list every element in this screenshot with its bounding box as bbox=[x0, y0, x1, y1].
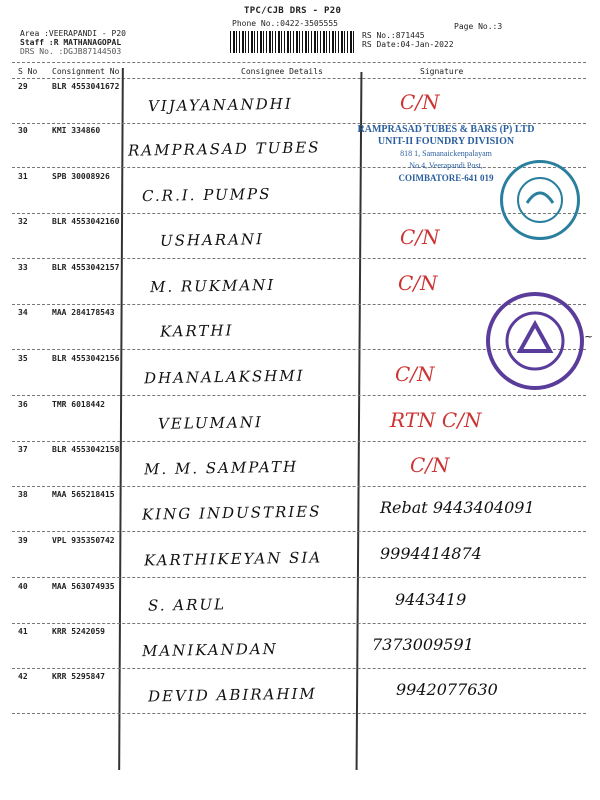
col-sno: S No bbox=[18, 67, 38, 76]
cri-seal-icon bbox=[503, 163, 577, 237]
row-divider bbox=[12, 623, 586, 624]
row-consignment: MAA 284178543 bbox=[52, 308, 115, 317]
row-signature: Rebat 9443404091 bbox=[380, 498, 535, 517]
row-sno: 38 bbox=[18, 490, 28, 499]
drs-number: DRS No. :DGJB87144503 bbox=[20, 47, 122, 56]
row-signature: C/N bbox=[400, 90, 440, 114]
row-signature: RTN C/N bbox=[390, 408, 482, 432]
stamp-line: UNIT-II FOUNDRY DIVISION bbox=[377, 136, 515, 147]
stamp-line: No.4, Veerapandi Post, bbox=[409, 161, 483, 170]
header-rule-bottom bbox=[12, 78, 586, 79]
row-consignment: KRR 5295847 bbox=[52, 672, 105, 681]
castings-seal-icon bbox=[490, 296, 580, 386]
row-sno: 40 bbox=[18, 582, 28, 591]
row-sno: 31 bbox=[18, 172, 28, 181]
row-divider bbox=[12, 441, 586, 442]
row-consignee-name: DHANALAKSHMI bbox=[143, 366, 305, 388]
row-divider bbox=[12, 577, 586, 578]
row-consignment: BLR 4553042156 bbox=[52, 354, 120, 363]
stamp-line: COIMBATORE-641 019 bbox=[398, 173, 494, 183]
row-consignee-name: VELUMANI bbox=[157, 413, 263, 433]
row-signature: 9443419 bbox=[395, 590, 467, 609]
cri-pumps-seal bbox=[500, 160, 580, 240]
row-signature: C/N bbox=[395, 362, 435, 386]
rs-number: RS No.:871445 bbox=[362, 31, 425, 40]
row-sno: 34 bbox=[18, 308, 28, 317]
row-signature: C/N bbox=[410, 453, 450, 477]
row-consignment: VPL 935350742 bbox=[52, 536, 115, 545]
header-rule-top bbox=[12, 62, 586, 63]
row-consignee-name: MANIKANDAN bbox=[141, 639, 278, 661]
row-signature: 9994414874 bbox=[380, 544, 482, 563]
page-number: Page No.:3 bbox=[454, 22, 503, 31]
castings-signature: ~ bbox=[584, 330, 594, 343]
row-consignee-name: KARTHIKEYAN SIA bbox=[143, 548, 323, 570]
row-consignment: BLR 4553042157 bbox=[52, 263, 120, 272]
row-sno: 33 bbox=[18, 263, 28, 272]
row-consignment: MAA 565218415 bbox=[52, 490, 115, 499]
rs-date: RS Date:04-Jan-2022 bbox=[362, 40, 454, 49]
row-consignee-name: DEVID ABIRAHIM bbox=[147, 684, 317, 706]
anugraha-castings-seal bbox=[486, 292, 584, 390]
row-divider bbox=[12, 213, 586, 214]
row-consignee-name: M. RUKMANI bbox=[149, 275, 276, 297]
col-consignee: Consignee Details bbox=[241, 67, 323, 76]
phone-number: Phone No.:0422-3505555 bbox=[232, 19, 338, 28]
row-sno: 29 bbox=[18, 82, 28, 91]
row-consignee-name: KARTHI bbox=[159, 321, 234, 341]
row-consignee-name: S. ARUL bbox=[147, 595, 227, 615]
row-divider bbox=[12, 713, 586, 714]
col-consignment: Consignment No bbox=[52, 67, 120, 76]
row-sno: 39 bbox=[18, 536, 28, 545]
row-divider bbox=[12, 531, 586, 532]
row-divider bbox=[12, 486, 586, 487]
row-consignment: BLR 4553042158 bbox=[52, 445, 120, 454]
row-signature: C/N bbox=[398, 271, 438, 295]
row-sno: 37 bbox=[18, 445, 28, 454]
row-consignment: TMR 6018442 bbox=[52, 400, 105, 409]
barcode bbox=[230, 31, 356, 53]
row-consignment: BLR 4553042160 bbox=[52, 217, 120, 226]
row-consignee-name: KING INDUSTRIES bbox=[141, 502, 322, 524]
staff-label: Staff :R MATHANAGOPAL bbox=[20, 38, 122, 47]
row-consignment: MAA 563074935 bbox=[52, 582, 115, 591]
stamp-line: RAMPRASAD TUBES & BARS (P) LTD bbox=[357, 124, 535, 135]
area-label: Area :VEERAPANDI - P20 bbox=[20, 29, 126, 38]
row-consignee-name: M. M. SAMPATH bbox=[143, 457, 299, 479]
row-consignment: SPB 30008926 bbox=[52, 172, 110, 181]
row-divider bbox=[12, 395, 586, 396]
row-signature: C/N bbox=[400, 225, 440, 249]
row-divider bbox=[12, 258, 586, 259]
column-divider-left bbox=[118, 68, 124, 770]
row-sno: 41 bbox=[18, 627, 28, 636]
row-consignee-name: RAMPRASAD TUBES bbox=[127, 138, 321, 160]
row-signature: 7373009591 bbox=[372, 635, 474, 654]
row-consignee-name: C.R.I. PUMPS bbox=[141, 184, 272, 206]
row-consignment: KRR 5242059 bbox=[52, 627, 105, 636]
row-sno: 32 bbox=[18, 217, 28, 226]
row-sno: 35 bbox=[18, 354, 28, 363]
row-consignee-name: USHARANI bbox=[159, 230, 265, 250]
row-consignment: BLR 4553041672 bbox=[52, 82, 120, 91]
drs-title: TPC/CJB DRS - P20 bbox=[244, 6, 342, 16]
row-signature: 9942077630 bbox=[396, 680, 498, 699]
row-sno: 42 bbox=[18, 672, 28, 681]
row-divider bbox=[12, 668, 586, 669]
row-consignee-name: VIJAYANANDHI bbox=[147, 94, 293, 116]
stamp-line: 818 1, Samanaickenpalayam bbox=[400, 149, 492, 158]
row-consignment: KMI 334860 bbox=[52, 126, 101, 135]
col-signature: Signature bbox=[420, 67, 464, 76]
row-sno: 30 bbox=[18, 126, 28, 135]
row-sno: 36 bbox=[18, 400, 28, 409]
